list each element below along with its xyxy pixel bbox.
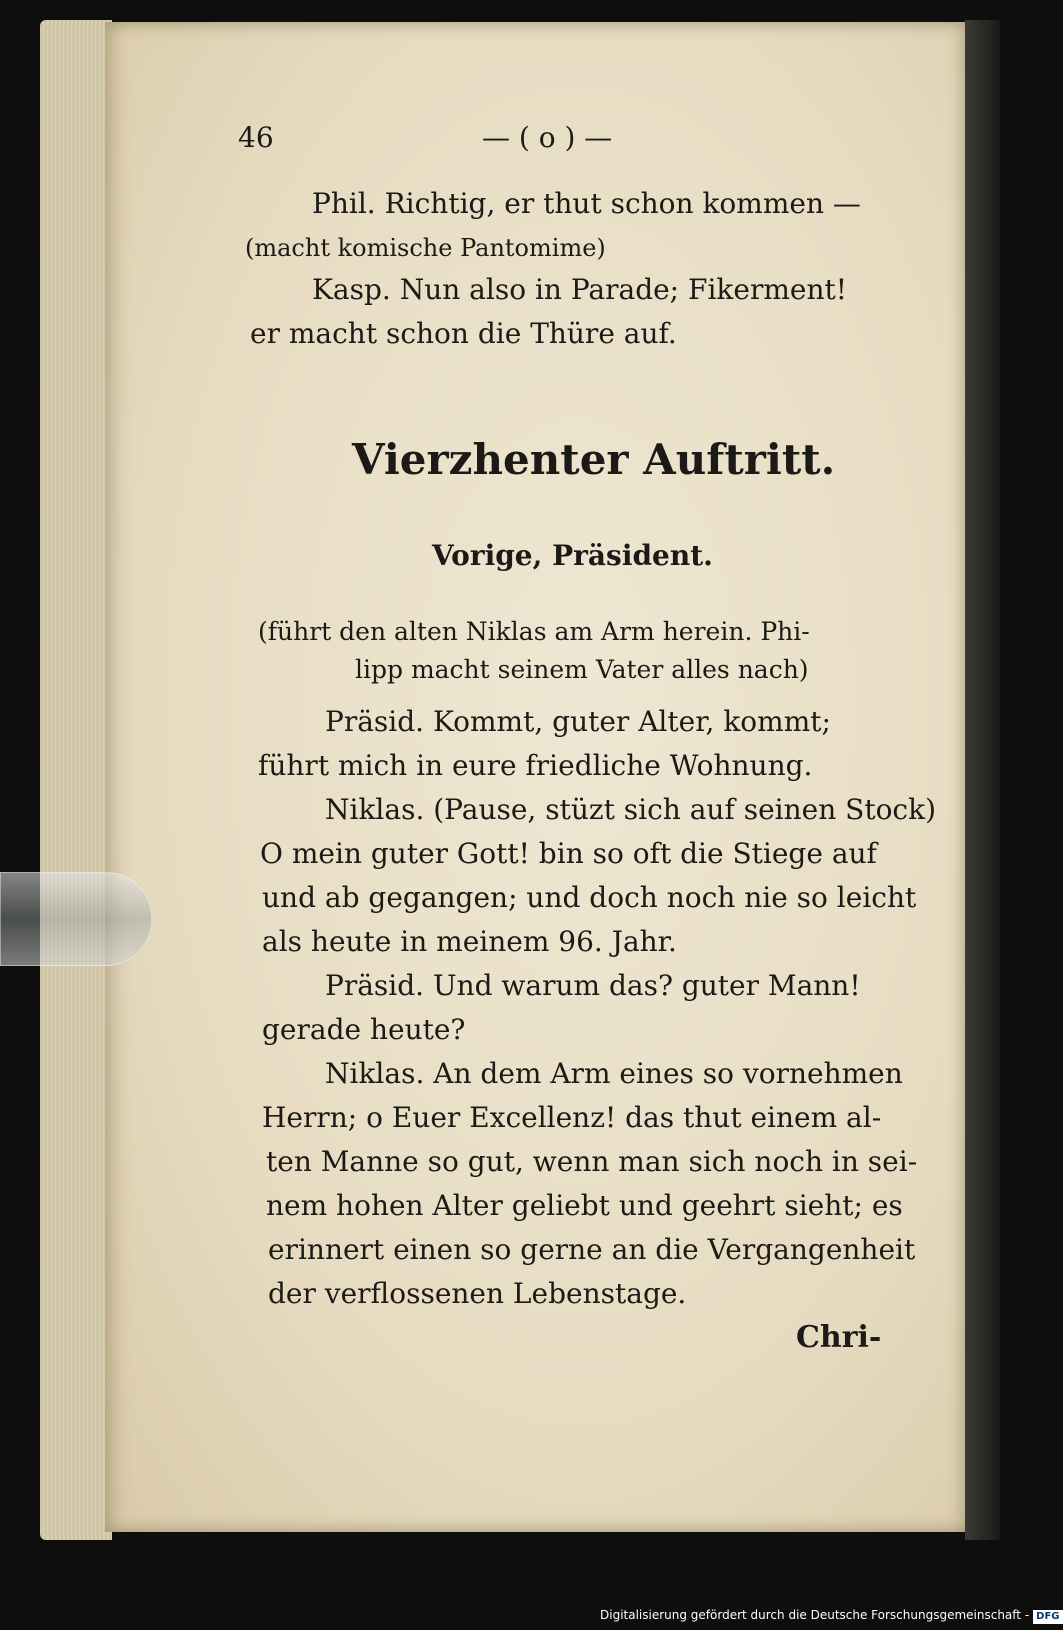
text-line: der verflossenen Lebenstage. <box>268 1277 687 1310</box>
stage-direction: (macht komische Pantomime) <box>245 234 606 262</box>
text-line: Niklas. An dem Arm eines so vornehmen <box>325 1057 903 1090</box>
text-line: Niklas. (Pause, stüzt sich auf seinen Stock) <box>325 793 936 826</box>
text-line: Präsid. Kommt, guter Alter, kommt; <box>325 705 831 738</box>
text-line: führt mich in eure friedliche Wohnung. <box>258 749 813 782</box>
running-head: — ( o ) — <box>482 121 613 154</box>
text-line: erinnert einen so gerne an die Vergangenheit <box>268 1233 916 1266</box>
text-line: er macht schon die Thüre auf. <box>250 317 677 350</box>
text-line: als heute in meinem 96. Jahr. <box>262 925 677 958</box>
scene-characters: Vorige, Präsident. <box>432 539 713 572</box>
text-line: gerade heute? <box>262 1013 466 1046</box>
scene-title: Vierzhenter Auftritt. <box>352 435 836 484</box>
footer-credit <box>600 1605 1063 1625</box>
text-line: ten Manne so gut, wenn man sich noch in sei- <box>266 1145 918 1178</box>
stage-direction: (führt den alten Niklas am Arm herein. Phi- <box>258 617 810 646</box>
page-stack-edge <box>40 20 112 1540</box>
dfg-logo: DFG <box>1033 1610 1062 1624</box>
text-line: O mein guter Gott! bin so oft die Stiege auf <box>260 837 877 870</box>
text-line: Kasp. Nun also in Parade; Fikerment! <box>312 273 847 306</box>
text-line: Herrn; o Euer Excellenz! das thut einem al- <box>262 1101 882 1134</box>
book-spine-shadow <box>965 20 1000 1540</box>
footer-text: Digitalisierung gefördert durch die Deutsche Forschungsgemeinschaft - <box>600 1608 1030 1622</box>
page-clip <box>0 872 152 966</box>
text-line: nem hohen Alter geliebt und geehrt sieht; es <box>266 1189 903 1222</box>
stage-direction: lipp macht seinem Vater alles nach) <box>355 655 809 684</box>
text-line: Phil. Richtig, er thut schon kommen — <box>312 187 861 220</box>
page-number: 46 <box>238 121 274 154</box>
text-line: Präsid. Und warum das? guter Mann! <box>325 969 861 1002</box>
catchword: Chri- <box>796 1320 882 1355</box>
text-line: und ab gegangen; und doch noch nie so leicht <box>262 881 917 914</box>
